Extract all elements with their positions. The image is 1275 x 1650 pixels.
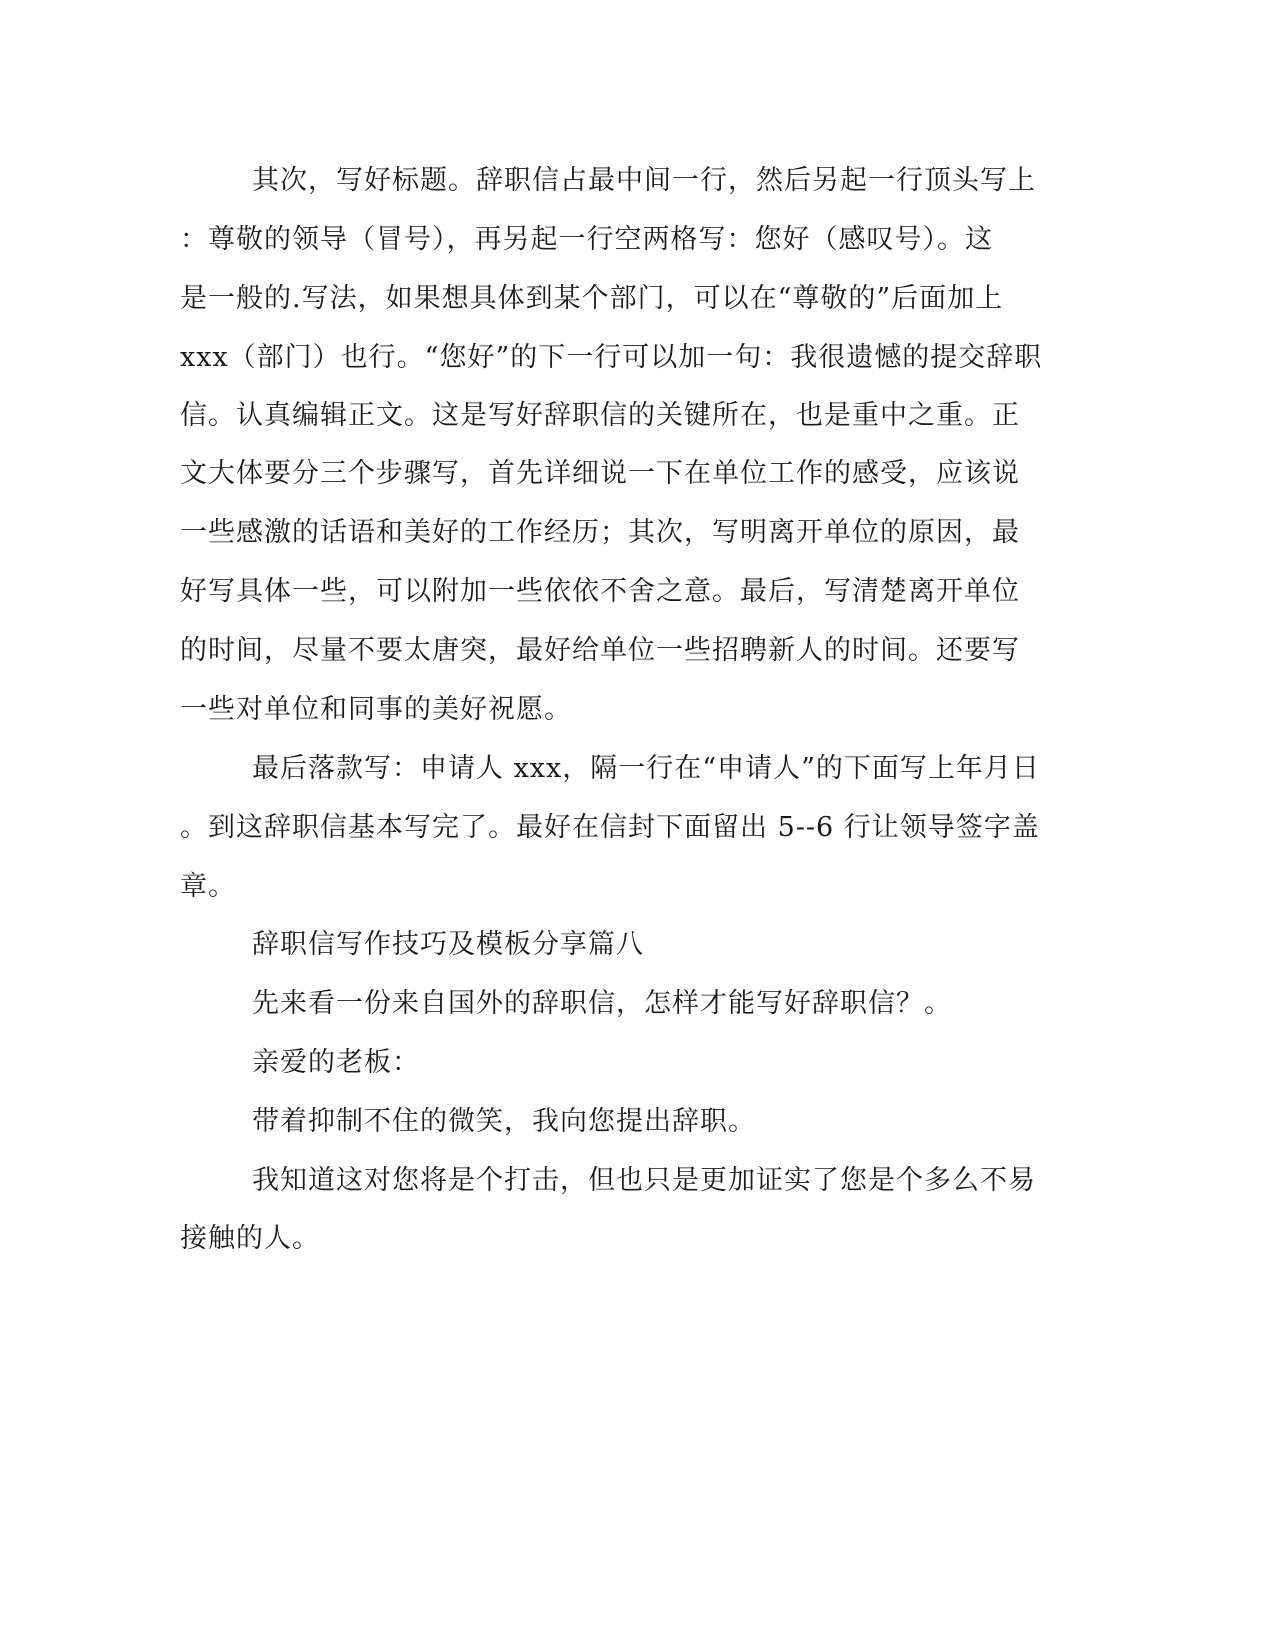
paragraph-line: 其次，写好标题。辞职信占最中间一行，然后另起一行顶头写上	[252, 165, 1036, 196]
paragraph-line: 章。	[180, 871, 236, 902]
letter-salutation: 亲爱的老板：	[252, 1047, 420, 1078]
paragraph-line: ：尊敬的领导（冒号），再另起一行空两格写：您好（感叹号）。这	[180, 224, 993, 255]
paragraph-line: 文大体要分三个步骤写，首先详细说一下在单位工作的感受，应该说	[180, 458, 1020, 489]
paragraph-line: 一些感激的话语和美好的工作经历；其次，写明离开单位的原因，最	[180, 517, 1020, 548]
paragraph-line: 接触的人。	[180, 1223, 320, 1254]
paragraph-line: 带着抑制不住的微笑，我向您提出辞职。	[252, 1106, 756, 1137]
paragraph-line: 最后落款写：申请人 xxx，隔一行在“申请人”的下面写上年月日	[252, 753, 1040, 784]
paragraph-line: 我知道这对您将是个打击，但也只是更加证实了您是个多么不易	[252, 1165, 1036, 1196]
paragraph-line: 先来看一份来自国外的辞职信，怎样才能写好辞职信？。	[252, 988, 952, 1019]
paragraph-line: 好写具体一些，可以附加一些依依不舍之意。最后，写清楚离开单位	[180, 576, 1020, 607]
paragraph-line: 是一般的.写法，如果想具体到某个部门，可以在“尊敬的”后面加上	[180, 283, 1004, 314]
paragraph-line: 的时间，尽量不要太唐突，最好给单位一些招聘新人的时间。还要写	[180, 635, 1020, 666]
paragraph-line: 一些对单位和同事的美好祝愿。	[180, 694, 572, 725]
paragraph-line: 。到这辞职信基本写完了。最好在信封下面留出 5--6 行让领导签字盖	[180, 812, 1040, 843]
section-heading: 辞职信写作技巧及模板分享篇八	[252, 929, 644, 960]
paragraph-line: xxx（部门）也行。“您好”的下一行可以加一句：我很遗憾的提交辞职	[180, 342, 1043, 373]
paragraph-line: 信。认真编辑正文。这是写好辞职信的关键所在，也是重中之重。正	[180, 400, 1020, 431]
